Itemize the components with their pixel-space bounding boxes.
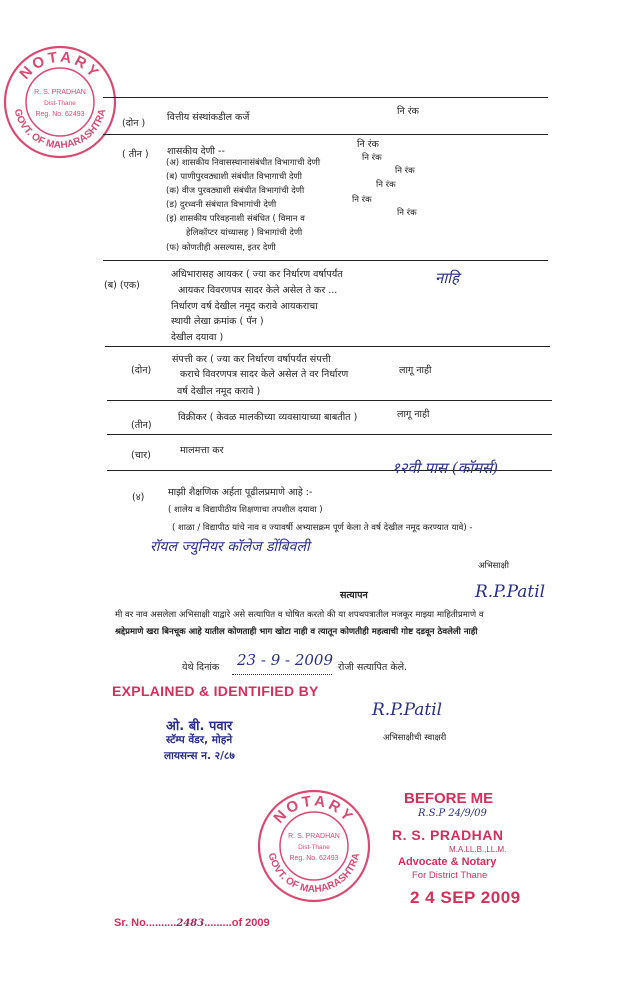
text-line: स्थायी लेखा क्रमांक ( पॅन ): [171, 316, 264, 327]
section-number: (ब) (एक): [104, 280, 140, 291]
svg-text:NOTARY: [270, 793, 357, 827]
list-item-value: नि रंक: [352, 195, 372, 205]
signature-label: अभिसाक्षीची स्वाक्षरी: [383, 733, 447, 743]
text-line: देखील दयावा ): [171, 332, 224, 343]
section-number: (दोन): [131, 365, 152, 376]
list-item-label: (अ) शासकीय निवासस्थानासंबंधीत विभागाची देणी: [166, 158, 321, 168]
date-prefix: येथे दिनांक: [182, 662, 220, 673]
divider: [107, 434, 552, 435]
date-value: 23 - 9 - 2009: [237, 651, 334, 669]
section-value: लागू नाही: [397, 409, 430, 420]
section-label: मालमत्ता कर: [180, 445, 224, 456]
stamp-ring-top: NOTARY: [16, 48, 104, 83]
divider: [105, 346, 550, 347]
vendor-role: स्टॅम्प वेंडर, मोहने: [166, 734, 233, 746]
stamp-name: R. S. PRADHAN: [34, 89, 86, 96]
section-value: नि रंक: [397, 106, 419, 117]
notary-stamp-bottom: [254, 786, 374, 906]
text-line: वर्ष देखील नमूद करावे ): [177, 386, 261, 397]
before-me-district: For District Thane: [412, 870, 488, 881]
list-item-label: (इ) शासकीय परिवहनाशी संबंधित ( विमान व: [166, 214, 305, 224]
list-item-label: (ड) दुरध्वनी संबंधात विभागांची देणी: [166, 200, 277, 210]
vendor-name: ओ. बी. पवार: [166, 719, 233, 734]
list-item-value: नि रंक: [362, 153, 382, 163]
divider: [107, 400, 552, 401]
serial-value: 2483: [176, 918, 205, 929]
before-me-date: 2 4 SEP 2009: [410, 888, 521, 907]
section-number: (चार): [131, 450, 151, 461]
list-item-value: नि रंक: [395, 166, 415, 176]
text-line: अधिभारासह आयकर ( ज्या कर निर्धारण वर्षापर्यंत: [171, 269, 343, 280]
stamp-district: Dist-Thane: [298, 844, 330, 851]
divider: [103, 97, 548, 98]
serial-number: [114, 917, 270, 929]
list-item-label: (ब) पाणीपुरवठ्याशी संबंधीत विभागाची देणी: [166, 172, 302, 182]
divider: [103, 134, 548, 135]
section-number: ( तीन ): [122, 149, 149, 160]
stamp-reg: Reg. No. 62493: [35, 111, 85, 118]
stamp-district: Dist-Thane: [44, 100, 76, 107]
verification-text-2: श्रद्देप्रमाणे खरा बिनचूक आहे यातील कोणताही भाग खोटा नाही व त्यातून कोणतीही महत्वाची गोष्ट दडवून ठेवलेली नाही: [115, 627, 478, 637]
before-me-initials: R.S.P 24/9/09: [418, 808, 487, 819]
section-label: वित्तीय संस्थांकडील कर्जे: [167, 112, 250, 123]
text-line: ( शाळा / विद्यापीठ यांचे नाव व ज्यावर्षी अभ्यासक्रम पूर्ण केला ते वर्ष देखील नमूद करण्यात यावे) -: [172, 523, 473, 533]
stamp-reg: Reg. No. 62493: [289, 855, 339, 862]
section-label: माझी शैक्षणिक अर्हता पूढीलप्रमाणे आहे :-: [168, 487, 313, 498]
signature-top: R.P.Patil: [475, 582, 546, 602]
section-value: लागू नाही: [399, 365, 432, 376]
list-item-label: (फ) कोणतीही असल्यास, इतर देणी: [166, 243, 276, 253]
signature-bottom: R.P.Patil: [372, 700, 443, 720]
svg-text:NOTARY: [16, 49, 103, 83]
list-item-value: नि रंक: [376, 180, 396, 190]
section-label: विक्रीकर ( केवळ मालकीच्या व्यवसायाच्या बाबतीत ): [178, 412, 358, 423]
stamp-name: R. S. PRADHAN: [288, 833, 340, 840]
text-line: कराचे विवरणपत्र सादर केले असेल ते वर निर्धारण: [180, 369, 349, 380]
stamp-ring-top: NOTARY: [270, 792, 358, 827]
explained-stamp: EXPLAINED & IDENTIFIED BY: [112, 683, 319, 699]
serial-dots: .........: [148, 917, 177, 929]
section-number: (दोन ): [122, 118, 146, 129]
before-me-degree: M.A.LL.B.,LL.M.: [449, 845, 507, 854]
before-me-role: Advocate & Notary: [398, 856, 497, 868]
serial-dots: .........: [204, 917, 232, 929]
text-line: ( शालेय व विद्यापीठीय शिक्षणाचा तपशील दयावा ): [168, 505, 323, 515]
section-value: नि रंक: [357, 139, 379, 150]
section-number: (तीन): [131, 420, 152, 431]
section-number: (४): [132, 492, 145, 503]
stamp-ring-bottom: GOVT. OF MAHARASHTRA: [11, 107, 109, 152]
stamp-ring-bottom: GOVT. OF MAHARASHTRA: [265, 851, 363, 896]
divider: [103, 260, 548, 261]
serial-suffix: of 2009: [231, 917, 270, 929]
date-underline: [232, 674, 332, 675]
signer-label: अभिसाक्षी: [478, 561, 509, 571]
section-label: शासकीय देणी --: [167, 146, 225, 157]
list-item-label: हेलिकॉप्टर यांच्यासह ) विभागांची देणी: [186, 228, 303, 238]
notary-stamp-top: [0, 42, 120, 162]
verification-title: सत्यापन: [340, 590, 368, 601]
handwritten-answer: नाहि: [435, 269, 460, 287]
text-line: निर्धारण वर्ष देखील नमूद करावे आयकराचा: [171, 301, 318, 312]
before-me-title: BEFORE ME: [404, 790, 494, 807]
list-item-label: (क) वीज पुरवठ्याशी संबंधीत विभागांची देणी: [166, 186, 305, 196]
text-line: आयकर विवरणपत्र सादर केले असेल ते कर ...: [178, 285, 338, 296]
vendor-license: लायसन्स न. २/८७: [164, 750, 235, 762]
text-line: संपत्ती कर ( ज्या कर निर्धारण वर्षापर्यंत संपत्ती: [172, 354, 331, 365]
date-suffix: रोजी सत्यापित केले.: [338, 662, 408, 673]
before-me-name: R. S. PRADHAN: [392, 827, 504, 843]
handwritten-answer: १२वी पास (कॉमर्स): [392, 459, 499, 477]
list-item-value: नि रंक: [397, 208, 417, 218]
verification-text-1: मी वर नाव असलेला अभिसाक्षी याद्वारे असे सत्यापित व घोषित करतो की या शपथपत्रातील मजकूर माझ्या माहितीप्रमाणे व: [115, 610, 484, 620]
serial-prefix: Sr. No.: [114, 917, 149, 929]
handwritten-college: रॉयल ज्युनियर कॉलेज डोंबिवली: [150, 539, 310, 555]
